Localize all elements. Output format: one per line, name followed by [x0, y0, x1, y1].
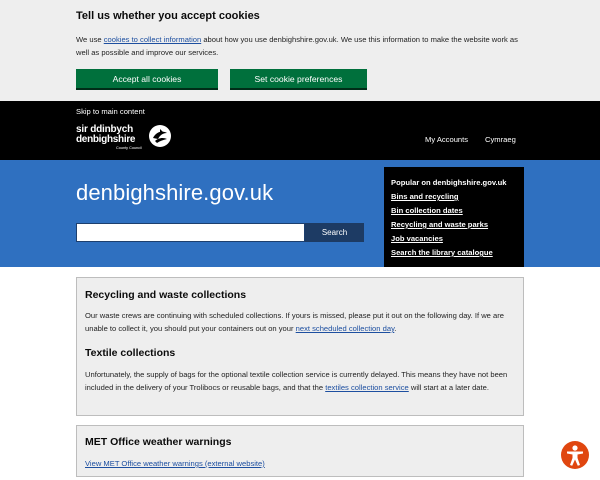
logo-welsh-name: sir ddinbych [76, 124, 134, 135]
popular-link-bins[interactable]: Bins and recycling [391, 192, 459, 201]
textiles-service-link[interactable]: textiles collection service [325, 383, 409, 392]
textile-notice-text [85, 368, 515, 394]
logo-council-label: County Council [116, 146, 142, 150]
search-button[interactable]: Search [305, 223, 364, 242]
popular-link-jobs[interactable]: Job vacancies [391, 234, 443, 243]
textile-notice-title: Textile collections [85, 347, 176, 359]
search-input[interactable] [76, 223, 305, 242]
weather-notice-title: MET Office weather warnings [85, 436, 232, 448]
recycling-text-start: Our waste crews are continuing with scheduled collections. If yours is missed, please put it out on the following day. If we are unable to collect it, you should put your containers out on your [85, 311, 504, 333]
language-toggle-link[interactable]: Cymraeg [485, 135, 516, 144]
accessibility-widget-button[interactable] [561, 441, 589, 469]
met-office-warnings-link[interactable]: View MET Office weather warnings (external website) [85, 459, 265, 468]
accessibility-person-icon [561, 441, 589, 469]
council-logo[interactable] [76, 124, 176, 154]
popular-links-panel [384, 167, 524, 267]
hero-banner [0, 160, 600, 267]
weather-warnings-panel [76, 425, 524, 477]
skip-to-main-link[interactable]: Skip to main content [76, 107, 145, 116]
popular-link-library[interactable]: Search the library catalogue [391, 248, 493, 257]
popular-link-collection-dates[interactable]: Bin collection dates [391, 206, 463, 215]
cookie-text-start: We use [76, 35, 104, 44]
weather-notice-text [85, 457, 515, 470]
cookie-banner [0, 0, 600, 101]
cookie-banner-text [76, 33, 528, 59]
site-title: denbighshire.gov.uk [76, 180, 274, 205]
textile-text-end: will start at a later date. [408, 383, 489, 392]
site-header [0, 101, 600, 160]
recycling-notice-text [85, 309, 515, 335]
recycling-text-end: . [394, 324, 397, 333]
popular-links-heading: Popular on denbighshire.gov.uk [391, 178, 507, 187]
logo-emblem-icon [148, 124, 172, 148]
cookies-info-link[interactable]: cookies to collect information [103, 35, 202, 44]
textile-text-start: Unfortunately, the supply of bags for the optional textile collection service is currently delayed. This means they have not been included in the delivery of your Trolibocs or reusable bags, and that the [85, 370, 508, 392]
cookie-banner-title: Tell us whether you accept cookies [76, 10, 260, 22]
popular-link-waste-parks[interactable]: Recycling and waste parks [391, 220, 489, 229]
service-notice-panel [76, 277, 524, 416]
recycling-notice-title: Recycling and waste collections [85, 289, 247, 301]
cookie-text-end: about how you use denbighshire.gov.uk. We use this information to make the website work as well as possible and improve our services. [76, 35, 518, 57]
cookie-preferences-button[interactable]: Set cookie preferences [230, 69, 367, 90]
accept-cookies-button[interactable]: Accept all cookies [76, 69, 218, 90]
logo-english-name: denbighshire [76, 134, 136, 145]
my-accounts-link[interactable]: My Accounts [425, 135, 469, 144]
next-collection-day-link[interactable]: next scheduled collection day [295, 324, 395, 333]
